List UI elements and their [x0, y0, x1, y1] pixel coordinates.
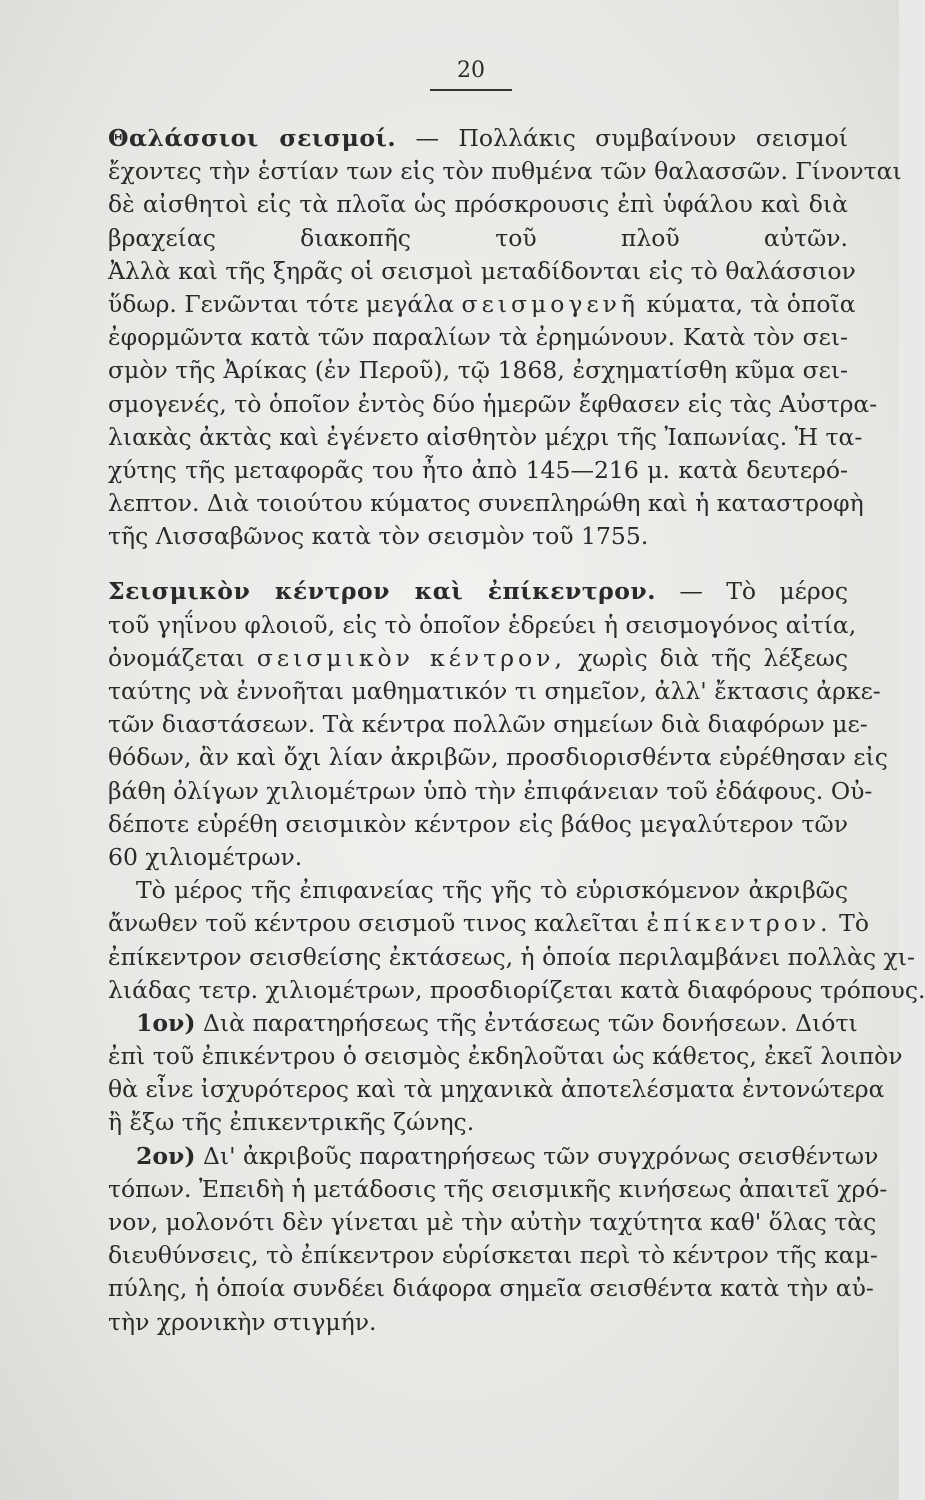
- text-line: [108, 1272, 874, 1305]
- text-line: [108, 675, 881, 708]
- line-text: Τὸ μέρος τῆς ἐπιφανείας τῆς γῆς τὸ εὑρισκόμενον ἀκριβῶς: [136, 876, 848, 905]
- text-line: [108, 974, 925, 1007]
- text-line: [108, 841, 848, 874]
- line-text: λεπτον. Διὰ τοιούτου κύματος συνεπληρώθη καὶ ἡ καταστροφὴ: [108, 489, 864, 518]
- text-line: [108, 155, 902, 188]
- line-text: 60 χιλιομέτρων.: [108, 842, 303, 871]
- line-text: — Τὸ μέρος: [679, 577, 848, 606]
- text-line: [108, 288, 856, 321]
- paragraph-gap: [108, 553, 848, 575]
- line-text: Διὰ παρατηρήσεως τῆς ἐντάσεως τῶν δονήσεων. Διότι: [202, 1008, 858, 1037]
- text-line: [108, 454, 848, 487]
- section-heading: Σεισμικὸν κέντρον καὶ ἐπίκεντρον.: [108, 577, 656, 606]
- line-text: ἐπὶ τοῦ ἐπικέντρου ὁ σεισμὸς ἐκδηλοῦται ὡς κάθετος, ἐκεῖ λοιπὸν: [108, 1042, 903, 1071]
- list-number: 2ον): [136, 1141, 196, 1170]
- list-number: 1ον): [136, 1008, 196, 1037]
- page-number: 20: [430, 58, 512, 91]
- line-text: τόπων. Ἐπειδὴ ἡ μετάδοσις τῆς σεισμικῆς κινήσεως ἀπαιτεῖ χρό-: [108, 1174, 888, 1203]
- line-text: ὕδωρ. Γενῶνται τότε μεγάλα: [108, 289, 455, 318]
- line-text: σμογενές, τὸ ὁποῖον ἐντὸς δύο ἡμερῶν ἔφθασεν εἰς τὰς Αὐστρα-: [108, 389, 878, 418]
- text-line: [108, 255, 856, 288]
- line-text: λιάδας τετρ. χιλιομέτρων, προσδιορίζεται κατὰ διαφόρους τρόπους.: [108, 975, 925, 1004]
- line-text: ἐφορμῶντα κατὰ τῶν παραλίων τὰ ἐρημώνουν. Κατὰ τὸν σει-: [108, 323, 848, 352]
- text-line: [108, 321, 848, 354]
- line-text: θὰ εἶνε ἰσχυρότερος καὶ τὰ μηχανικὰ ἀποτελέσματα ἐντονώτερα: [108, 1075, 885, 1104]
- line-text-continued: Τὸ: [839, 909, 869, 938]
- text-line: [108, 708, 868, 741]
- line-text-continued: χωρὶς διὰ τῆς λέξεως: [578, 643, 848, 672]
- text-line: [108, 575, 848, 608]
- text-line: [108, 222, 848, 255]
- line-text: ὀνομάζεται: [108, 643, 245, 672]
- text-line: [108, 388, 878, 421]
- text-line: [108, 188, 848, 221]
- text-line: [108, 874, 848, 907]
- text-line: [108, 741, 888, 774]
- emphasized-term: ἐπίκεντρον.: [646, 909, 832, 938]
- line-text: διευθύνσεις, τὸ ἐπίκεντρον εὑρίσκεται περὶ τὸ κέντρον τῆς καμ-: [108, 1241, 878, 1270]
- text-line: [108, 1239, 878, 1272]
- emphasized-term: σεισμογενῆ: [461, 289, 640, 318]
- line-text: ἄνωθεν τοῦ κέντρου σεισμοῦ τινος καλεῖται: [108, 909, 640, 938]
- text-line: [108, 1073, 885, 1106]
- line-text: — Πολλάκις συμβαίνουν σεισμοί: [415, 124, 848, 152]
- line-text-continued: κύματα, τὰ ὁποῖα: [646, 289, 856, 318]
- line-text: τῆς Λισσαβῶνος κατὰ τὸν σεισμὸν τοῦ 1755.: [108, 522, 649, 551]
- line-text: Ἀλλὰ καὶ τῆς ξηρᾶς οἱ σεισμοὶ μεταδίδονται εἰς τὸ θαλάσσιον: [108, 256, 856, 285]
- text-line: [108, 609, 857, 642]
- text-line: [108, 1007, 858, 1040]
- line-text: τοῦ γηΐνου φλοιοῦ, εἰς τὸ ὁποῖον ἑδρεύει ἡ σεισμογόνος αἰτία,: [108, 610, 857, 639]
- line-text: πύλης, ἡ ὁποία συνδέει διάφορα σημεῖα σεισθέντα κατὰ τὴν αὐ-: [108, 1274, 874, 1303]
- text-line: [108, 1306, 848, 1339]
- text-line: [108, 941, 915, 974]
- text-line: [108, 1206, 877, 1239]
- line-text: Δι' ἀκριβοῦς παρατηρήσεως τῶν συγχρόνως σεισθέντων: [202, 1141, 879, 1170]
- line-text: σμὸν τῆς Ἀρίκας (ἐν Περοῦ), τῷ 1868, ἐσχηματίσθη κῦμα σει-: [108, 356, 848, 385]
- line-text: βάθη ὀλίγων χιλιομέτρων ὑπὸ τὴν ἐπιφάνειαν τοῦ ἐδάφους. Οὐ-: [108, 776, 873, 805]
- section-heading: Θαλάσσιοι σεισμοί.: [108, 124, 397, 152]
- line-text: νον, μολονότι δὲν γίνεται μὲ τὴν αὐτὴν ταχύτητα καθ' ὅλας τὰς: [108, 1208, 877, 1236]
- line-text: δὲ αἰσθητοὶ εἰς τὰ πλοῖα ὡς πρόσκρουσις ἐπὶ ὑφάλου καὶ διὰ: [108, 190, 848, 219]
- text-line: [108, 354, 848, 387]
- text-line: [108, 1106, 848, 1139]
- text-line: [108, 775, 873, 808]
- text-line: [108, 808, 848, 841]
- line-text: βραχείας διακοπῆς τοῦ πλοῦ αὐτῶν.: [108, 223, 848, 252]
- line-text: ταύτης νὰ ἐννοῆται μαθηματικόν τι σημεῖον, ἀλλ' ἔκτασις ἀρκε-: [108, 677, 881, 705]
- line-text: ἢ ἔξω τῆς ἐπικεντρικῆς ζώνης.: [108, 1108, 475, 1137]
- line-text: δέποτε εὑρέθη σεισμικὸν κέντρον εἰς βάθος μεγαλύτερον τῶν: [108, 809, 848, 838]
- paragraph: [108, 575, 925, 1338]
- line-text: τὴν χρονικὴν στιγμήν.: [108, 1307, 377, 1336]
- line-text: τῶν διαστάσεων. Τὰ κέντρα πολλῶν σημείων διὰ διαφόρων με-: [108, 710, 868, 739]
- text-line: [108, 421, 863, 454]
- text-line: [108, 1173, 888, 1206]
- line-text: ἔχοντες τὴν ἑστίαν των εἰς τὸν πυθμένα τῶν θαλασσῶν. Γίνονται: [108, 157, 902, 186]
- line-text: λιακὰς ἀκτὰς καὶ ἐγένετο αἰσθητὸν μέχρι τῆς Ἰαπωνίας. Ἡ τα-: [108, 422, 863, 451]
- text-line: [108, 907, 869, 940]
- text-line: [108, 642, 848, 675]
- line-text: χύτης τῆς μεταφορᾶς του ἦτο ἀπὸ 145—216 μ. κατὰ δευτερό-: [108, 455, 848, 484]
- text-line: [108, 1140, 879, 1173]
- text-line: [108, 520, 848, 553]
- text-line: [108, 1040, 903, 1073]
- text-line: [108, 122, 848, 155]
- body-text: [108, 122, 925, 1339]
- paragraph: [108, 122, 902, 553]
- line-text: ἐπίκεντρον σεισθείσης ἐκτάσεως, ἡ ὁποία περιλαμβάνει πολλὰς χι-: [108, 942, 915, 971]
- emphasized-term: σεισμικὸν κέντρον,: [256, 643, 566, 672]
- line-text: θόδων, ἂν καὶ ὄχι λίαν ἀκριβῶν, προσδιορισθέντα εὑρέθησαν εἰς: [108, 743, 888, 772]
- text-line: [108, 487, 864, 520]
